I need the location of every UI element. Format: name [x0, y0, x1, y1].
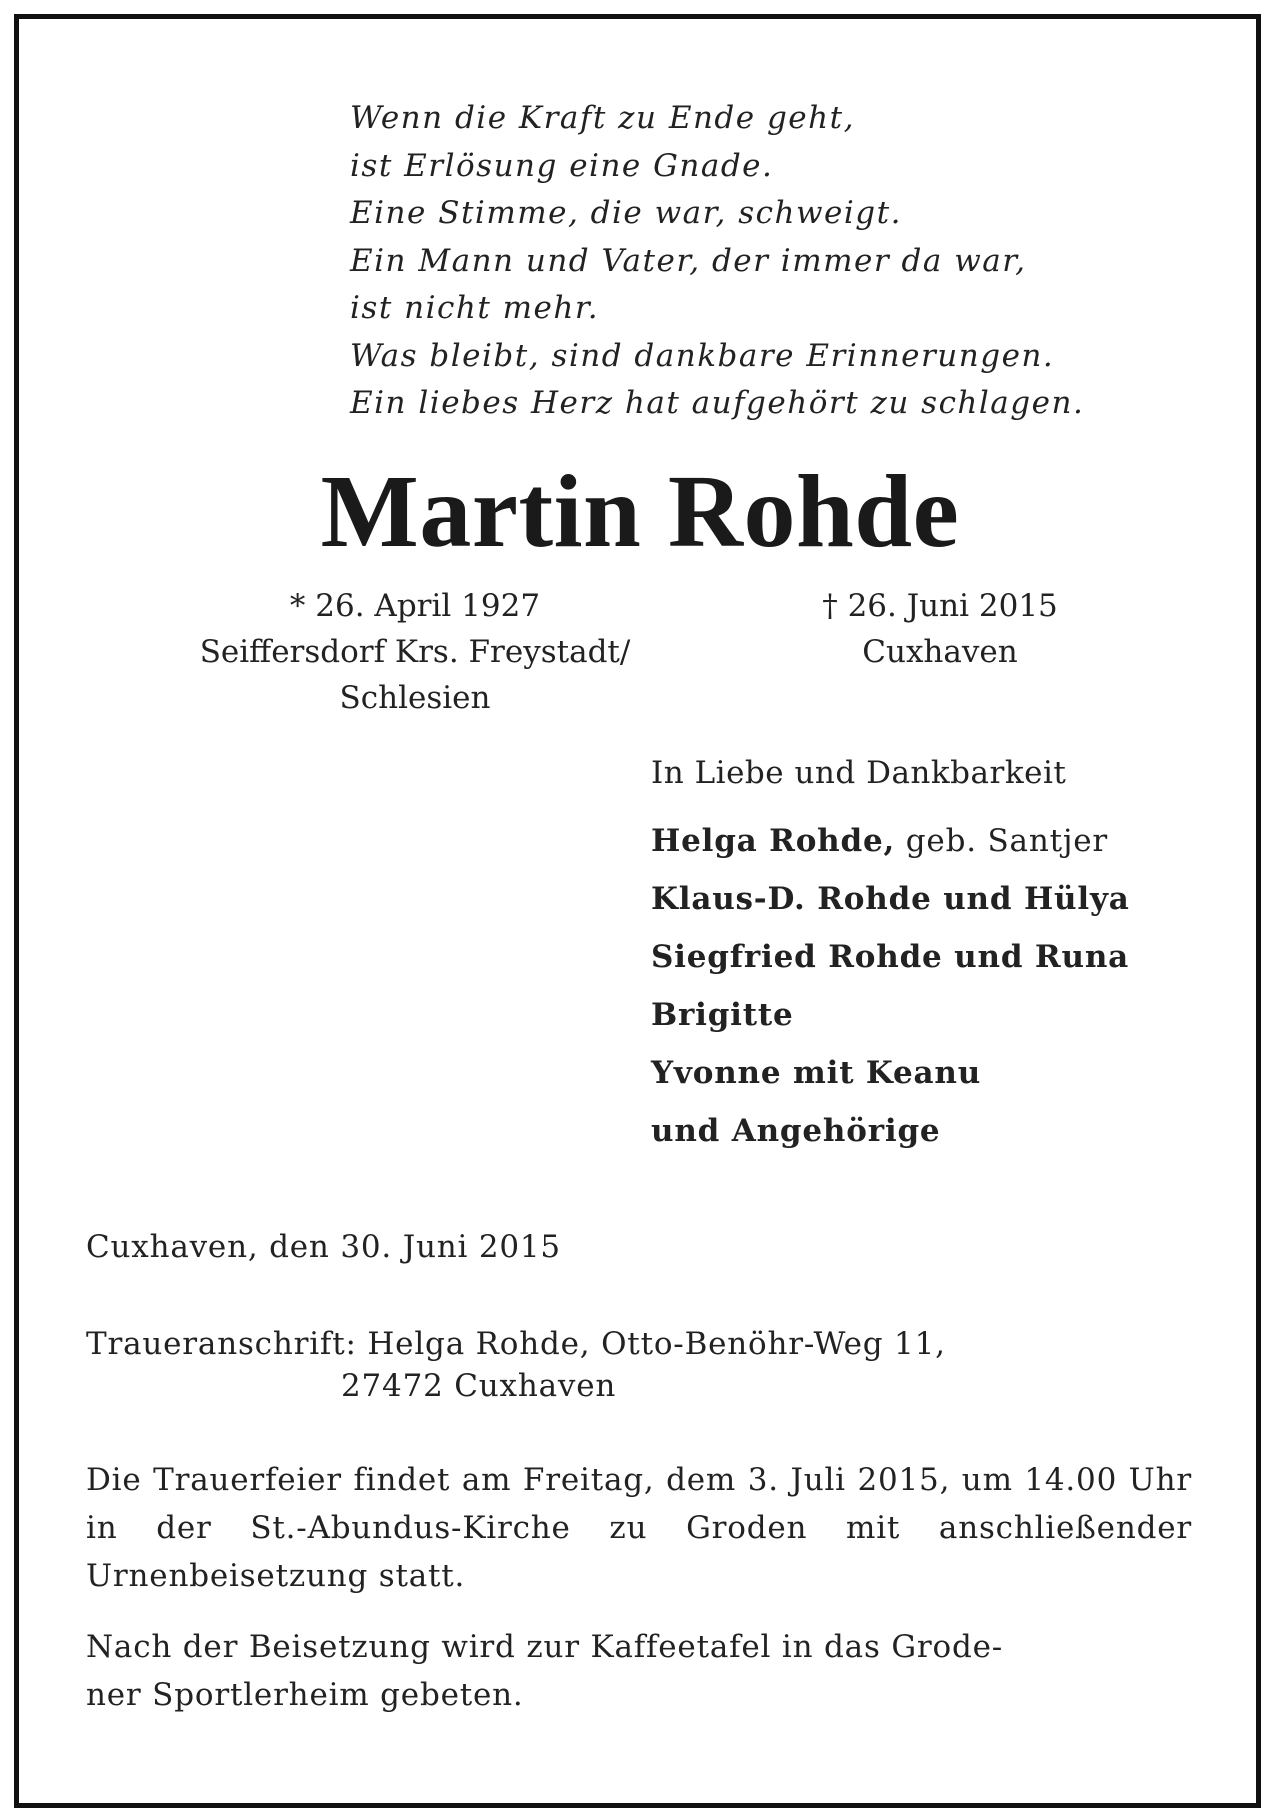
poem-line: ist nicht mehr. [350, 290, 600, 326]
mourners-intro: In Liebe und Dankbarkeit [651, 755, 1067, 791]
death-place: Cuxhaven [862, 634, 1018, 670]
coffee-line2: ner Sportlerheim gebeten. [86, 1677, 524, 1713]
poem-line: Wenn die Kraft zu Ende geht, [350, 100, 855, 136]
poem [350, 95, 1084, 428]
poem-line: ist Erlösung eine Gnade. [350, 147, 774, 184]
mourner-helga-name: Helga Rohde, [651, 823, 896, 859]
birth-place-line2: Schlesien [339, 680, 491, 716]
ceremony-text: Die Trauerfeier findet am Freitag, dem 3. Juli 2015, um 14.00 Uhr in der St.-Abundus-Kirche zu Groden mit anschließender Urnenbeisetzung statt. [86, 1462, 1192, 1594]
coffee-text [86, 1623, 1192, 1719]
coffee-line1: Nach der Beisetzung wird zur Kaffeetafel in das Grode- [86, 1629, 1004, 1665]
place-date: Cuxhaven, den 30. Juni 2015 [86, 1229, 561, 1265]
birth-date: * 26. April 1927 [289, 588, 541, 624]
address-line2: 27472 Cuxhaven [341, 1368, 617, 1404]
birth-place-line1: Seiffersdorf Krs. Freystadt/ [199, 634, 631, 670]
mourner-helga [651, 812, 1130, 870]
deceased-name: Martin Rohde [320, 454, 960, 569]
poem-line: Ein liebes Herz hat aufgehört zu schlagen. [350, 385, 1085, 421]
mourners [651, 750, 1130, 1160]
mourner: Yvonne mit Keanu [651, 1055, 982, 1091]
poem-line: Was bleibt, sind dankbare Erinnerungen. [350, 337, 1055, 374]
address-line1: Traueranschrift: Helga Rohde, Otto-Benöhr-Weg 11, [86, 1326, 946, 1362]
mourner: Klaus-D. Rohde und Hülya [651, 881, 1130, 917]
death-info [700, 583, 1180, 675]
mourner: Brigitte [651, 997, 794, 1033]
mourner-helga-suffix: geb. Santjer [895, 823, 1109, 859]
mourner: Siegfried Rohde und Runa [651, 939, 1130, 975]
poem-line: Ein Mann und Vater, der immer da war, [350, 242, 1027, 279]
mourner: und Angehörige [651, 1113, 941, 1149]
poem-line: Eine Stimme, die war, schweigt. [350, 195, 902, 231]
death-date: † 26. Juni 2015 [822, 588, 1058, 624]
birth-info [100, 583, 730, 721]
